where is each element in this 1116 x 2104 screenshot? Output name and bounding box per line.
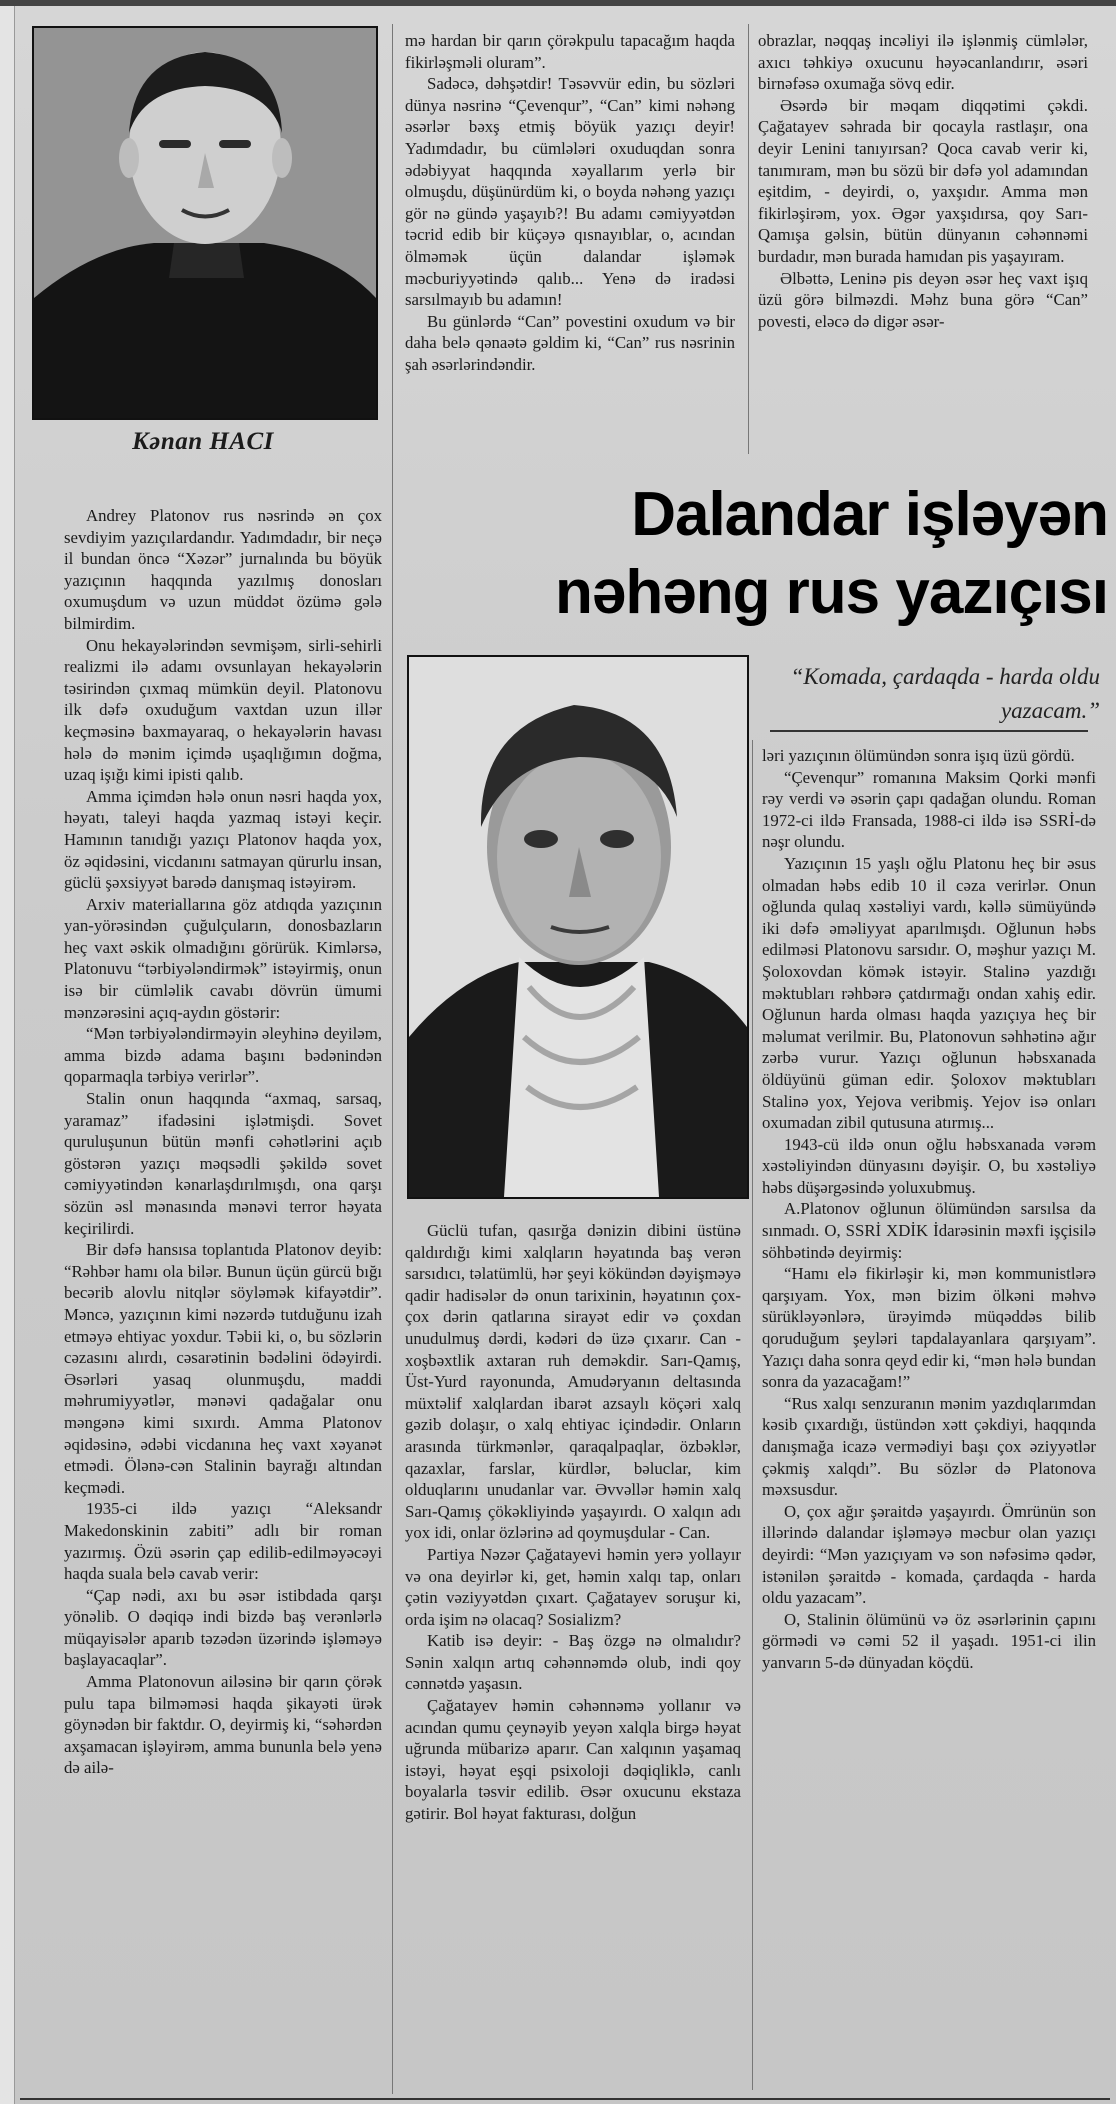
paragraph: Əsərdə bir məqam diqqətimi çəkdi. Çağatayev səhrada bir qocayla rastlaşır, ona deyir Lenini tanıyırsan? Qoca cavab verir ki, tanımıram, mən bu sözü bir dəfə yol adamından eşitdim, - deyirdi, o, yaxşıdır. Amma mən fikirləşirəm, yox. Əgər yaxşıdırsa, qoy Sarı-Qamışa gəlsin, bütün dünyanın cəhənnəmi burdadır, mən burada hamıdan pis yaşayıram. [758,95,1088,266]
paragraph: obrazlar, nəqqaş incəliyi ilə işlənmiş cümlələr, axıcı təhkiyə oxucunu həyəcanlandırır, əsəri birnəfəsə oxumağa sövq edir. [758,31,1088,94]
paragraph: O, çox ağır şəraitdə yaşayırdı. Ömrünün son illərində dalandar işləməyə məcbur olan yazıçı deyirdi: “Mən yazıçıyam və son nəfəsimə qədər, istənilən şəraitdə - komada, çardaqda - harda oldu yazacam”. [762,1501,1096,1608]
author-name: Kənan HACI [132,428,274,455]
column-divider [752,740,753,2090]
paragraph: “Mən tərbiyələndirməyin əleyhinə deyiləm, amma bizdə adama başını bədənindən qoparmaqla tərbiyə verirlər”. [64,1024,382,1087]
paragraph: Katib isə deyir: - Baş özgə nə olmalıdır? Sənin xalqın artıq cəhənnəmdə olub, indi qoy cənnətdə yaşasın. [405,1631,741,1694]
headline-line-1: Dalandar işləyən [631,480,1108,549]
paragraph: Onu hekayələrindən sevmişəm, sirli-sehirli realizmi ilə adamı ovsunlayan hekayələrin təsirindən çıxmaq mümkün deyil. Platonovu ilk dəfə oxuduğum vaxtdan uzun illər keçməsinə baxmayaraq, o hekayələrin havası hələ də mənim içimdə uşaqlığımın doğma, uzaq işığı kimi ipisti qalıb. [64,635,382,785]
platonov-photo [407,655,749,1199]
paragraph: A.Platonov oğlunun ölümündən sarsılsa da sınmadı. O, SSRİ XDİK İdarəsinin məxfi işçisilə söhbətində deyirmiş: [762,1199,1096,1262]
author-photo-art [34,28,376,418]
column-divider [392,24,393,2094]
left-margin-strip [0,0,15,2104]
paragraph: Güclü tufan, qasırğa dənizin dibini üstünə qaldırdığı kimi xalqların həyatında baş verən sarsıdıcı, təlatümlü, hər şeyi kökündən dəyişməyə qadir hadisələr də onun tarixinin, həyatının çox-çox dərin qatlarına sirayət edir və çoxdan unudulmuş dərdi, kədəri də üzə çıxarır. Can - xoşbəxtlik axtaran ruh deməkdir. Sarı-Qamış, Üst-Yurd rayonunda, Amudəryanın deltasında müxtəlif xalqlardan ibarət azsaylı köçəri xalq gəzib dolaşır, o xalq ehtiyac içindədir. Onların arasında türkmənlər, qaraqalpaqlar, özbəklər, qazaxlar, farslar, kürdlər, bəluclar, kim olduqlarını unudanlar var. Əvvəllər həmin xalq Sarı-Qamış çökəkliyində yaşayırdı. O xalqın adı yox idi, onlar özlərinə ad qoymuşdular - Can. [405,1221,741,1543]
paragraph: 1943-cü ildə onun oğlu həbsxanada vərəm xəstəliyindən dünyasını dəyişir. O, bu xəstəliyə həbs düşərgəsində yoluxubmuş. [762,1134,1096,1197]
epigraph-rule [770,730,1088,732]
paragraph: Bir dəfə hansısa toplantıda Platonov deyib: “Rəhbər hamı ola bilər. Bunun üçün gürcü bığı becərib alovlu nitqlər söyləmək kifayətdir”. Məncə, yazıçının kimi nəzərdə tutduğunu izah etməyə ehtiyac yoxdur. Təbii ki, o, bu sözlərin cəzasını alırdı, cəsarətinin bədəlini ödəyirdi. Əsərləri yasaq olunmuşdu, maddi məhrumiyyətlər, mənəvi qadağalar onu məngənə kimi sıxırdı. Amma Platonov əqidəsinə, ədəbi vicdanına heç vaxt xəyanət etmədi. Ölənə-cən Stalinin bayrağı altından keçmədi. [64,1240,382,1497]
paragraph: Arxiv materiallarına göz atdıqda yazıçının yan-yörəsindən çuğulçuların, donosbazların heç vaxt əskik olmadığını görürük. Kimlərsə, Platonuvu “tərbiyələndirmək” istəyirmiş, onun isə bir cümləlik cavabı dövrün ümumi mənzərəsini açıq-aydın göstərir: [64,894,382,1022]
paragraph: Andrey Platonov rus nəsrində ən çox sevdiyim yazıçılardandır. Yadımdadır, bir neçə il bundan öncə “Xəzər” jurnalında bu böyük yazıçının haqqında yazılmış donosları oxumuşdum və uzun müddət özümə gələ bilmirdim. [64,506,382,633]
paragraph: Stalin onun haqqında “axmaq, sarsaq, yaramaz” ifadəsini işlətmişdi. Sovet quruluşunun bütün mənfi cəhətlərini açıb göstərən yazıçı məqsədli şəkildə sovet cəmiyyətindən kənarlaşdırılmışdı, ona qarşı sözün əsl mənasında mənəvi terror həyata keçirilirdi. [64,1089,382,1238]
paragraph: “Çap nədi, axı bu əsər istibdada qarşı yönəlib. O dəqiqə indi bizdə baş verənlərlə müqayisələr aparıb təzədən üzərində işləməyə başlayacaqlar”. [64,1585,382,1670]
paragraph: Əlbəttə, Leninə pis deyən əsər heç vaxt işıq üzü görə bilməzdi. Məhz buna görə “Can” povesti, eləcə də digər əsər- [758,268,1088,331]
author-photo [32,26,378,420]
paragraph: Bu günlərdə “Can” povestini oxudum və bir daha belə qənaətə gəldim ki, “Can” rus nəsrinin şah əsərlərindəndir. [405,311,735,374]
paragraph: ləri yazıçının ölümündən sonra işıq üzü gördü. [762,746,1075,765]
paragraph: “Rus xalqı senzuranın mənim yazdıqlarımdan kəsib çıxardığı, üstündən xətt çəkdiyi, haqqında danışmağa icazə vermədiyi başı çox əziyyətlər çəkmiş xalqdı”. Bu sözlər də Platonova məxsusdur. [762,1393,1096,1500]
article-column-2-top [405,30,735,450]
paragraph: “Çevenqur” romanına Maksim Qorki mənfi rəy verdi və əsərin çapı qadağan olundu. Roman 1972-ci ildə Fransada, 1988-ci ildə isə SSRİ-də nəşr olundu. [762,767,1096,852]
article-column-1 [64,505,382,2095]
bottom-rule [20,2098,1110,2100]
paragraph: O, Stalinin ölümünü və öz əsərlərinin çapını görmədi və cəmi 52 il yaşadı. 1951-ci ilin yanvarın 5-də dünyadan köçdü. [762,1609,1096,1672]
top-rule [0,0,1116,6]
paragraph: Partiya Nəzər Çağatayevi həmin yerə yollayır və ona deyirlər ki, get, həmin xalqı tap, onları çətin vəziyyətdən çıxart. Çağatayev soruşur ki, orda işim nə olacaq? Sosializm? [405,1544,741,1629]
article-column-2-bottom [405,1220,741,2100]
headline [418,476,1108,632]
paragraph: Amma Platonovun ailəsinə bir qarın çörək pulu tapa bilməməsi haqda şikayəti ürək göynədən bir faktdır. O, deyirmiş ki, “səhərdən axşamacan işləyirəm, amma bununla belə yenə də ailə- [64,1672,382,1778]
paragraph: mə hardan bir qarın çörəkpulu tapacağım haqda fikirləşməli oluram”. [405,31,735,72]
column-divider [748,24,749,454]
paragraph: 1935-ci ildə yazıçı “Aleksandr Makedonskinin zabiti” adlı bir roman yazırmış. Özü əsərin çap edilib-edilməyəcəyi haqda suala belə cavab verir: [64,1499,382,1584]
paragraph: Sadəcə, dəhşətdir! Təsəvvür edin, bu sözləri dünya nəsrinə “Çevenqur”, “Can” kimi nəhəng əsərlər bəxş etmiş böyük yazıçı deyir! Yadımdadır, bu cümlələri oxuduqdan sonra ədəbiyyat haqqında xəyallarım yerlə bir olmuşdu, düşünürdüm ki, o boyda nəhəng yazıçı gör nə gündə yaşayıb?! Bu adamı cəmiyyətdən təcrid edib bir küçəyə qısnayıblar, o, acından ölməmək üçün dalandar işləmək məcburiyyətində qalıb... Yenə də iradəsi sarsılmayıb bu adamın! [405,74,735,310]
article-column-3-bottom [762,745,1096,2095]
article-column-3-top [758,30,1088,450]
paragraph: “Hamı elə fikirləşir ki, mən kommunistlərə qarşıyam. Yox, mən bizim ölkəni məhvə sürükləyənlərə, ürəyimdə müqəddəs bilib qoruduğum şeyləri tapdalayanlara qarşıyam”. Yazıçı daha sonra qeyd edir ki, “mən hələ bundan sonra da yazacağam!” [762,1264,1096,1392]
paragraph: Yazıçının 15 yaşlı oğlu Platonu heç bir əsus olmadan həbs edib 10 il cəza verirlər. Onun oğlunda qulaq xəstəliyi vardı, kəllə sümüyündə iki dəfə əməliyyat aparılmışdı. Oğlunun həbs edilməsi Platonovu sarsıdır. O, məşhur yazıçı M. Şoloxovdan kömək istəyir. Stalinə yazdığı məktubları rəhbərə çatdırmağı ondan xahiş edir. Oğlunun harda olması haqda yazıçıya heç bir məlumat verilmir. Bu, Platonovun səhhətinə ağır zərbə vurur. Yazıçı oğlunun həbsxanada öldüyünü güman edir. Şoloxov məktubları Stalinə yox, Yejova veribmiş. Yejov isə onları oxumadan zibil qutusuna atırmış... [762,853,1096,1133]
headline-line-2: nəhəng rus yazıçısı [555,558,1108,627]
platonov-photo-art [409,657,747,1197]
epigraph: “Komada, çardaqda - harda oldu yazacam.” [790,664,1100,723]
paragraph: Çağatayev həmin cəhənnəmə yollanır və acından qumu çeynəyib yeyən xalqla birgə həyat uğrunda mübarizə aparır. Can xalqının yaşamaq istəyi, həyat eşqi psixoloji dəqiqliklə, canlı boyalarla təsvir edilib. Əsər oxucunu ekstaza gətirir. Bol həyat fakturası, dolğun [405,1696,741,1824]
paragraph: Amma içimdən hələ onun nəsri haqda yox, həyatı, taleyi haqda yazmaq istəyi keçir. Hamının tanıdığı yazıçı Platonov haqda yox, öz əqidəsini, vicdanını satmayan qürurlu insan, güclü şəxsiyyət barədə danışmaq istəyirəm. [64,786,382,893]
